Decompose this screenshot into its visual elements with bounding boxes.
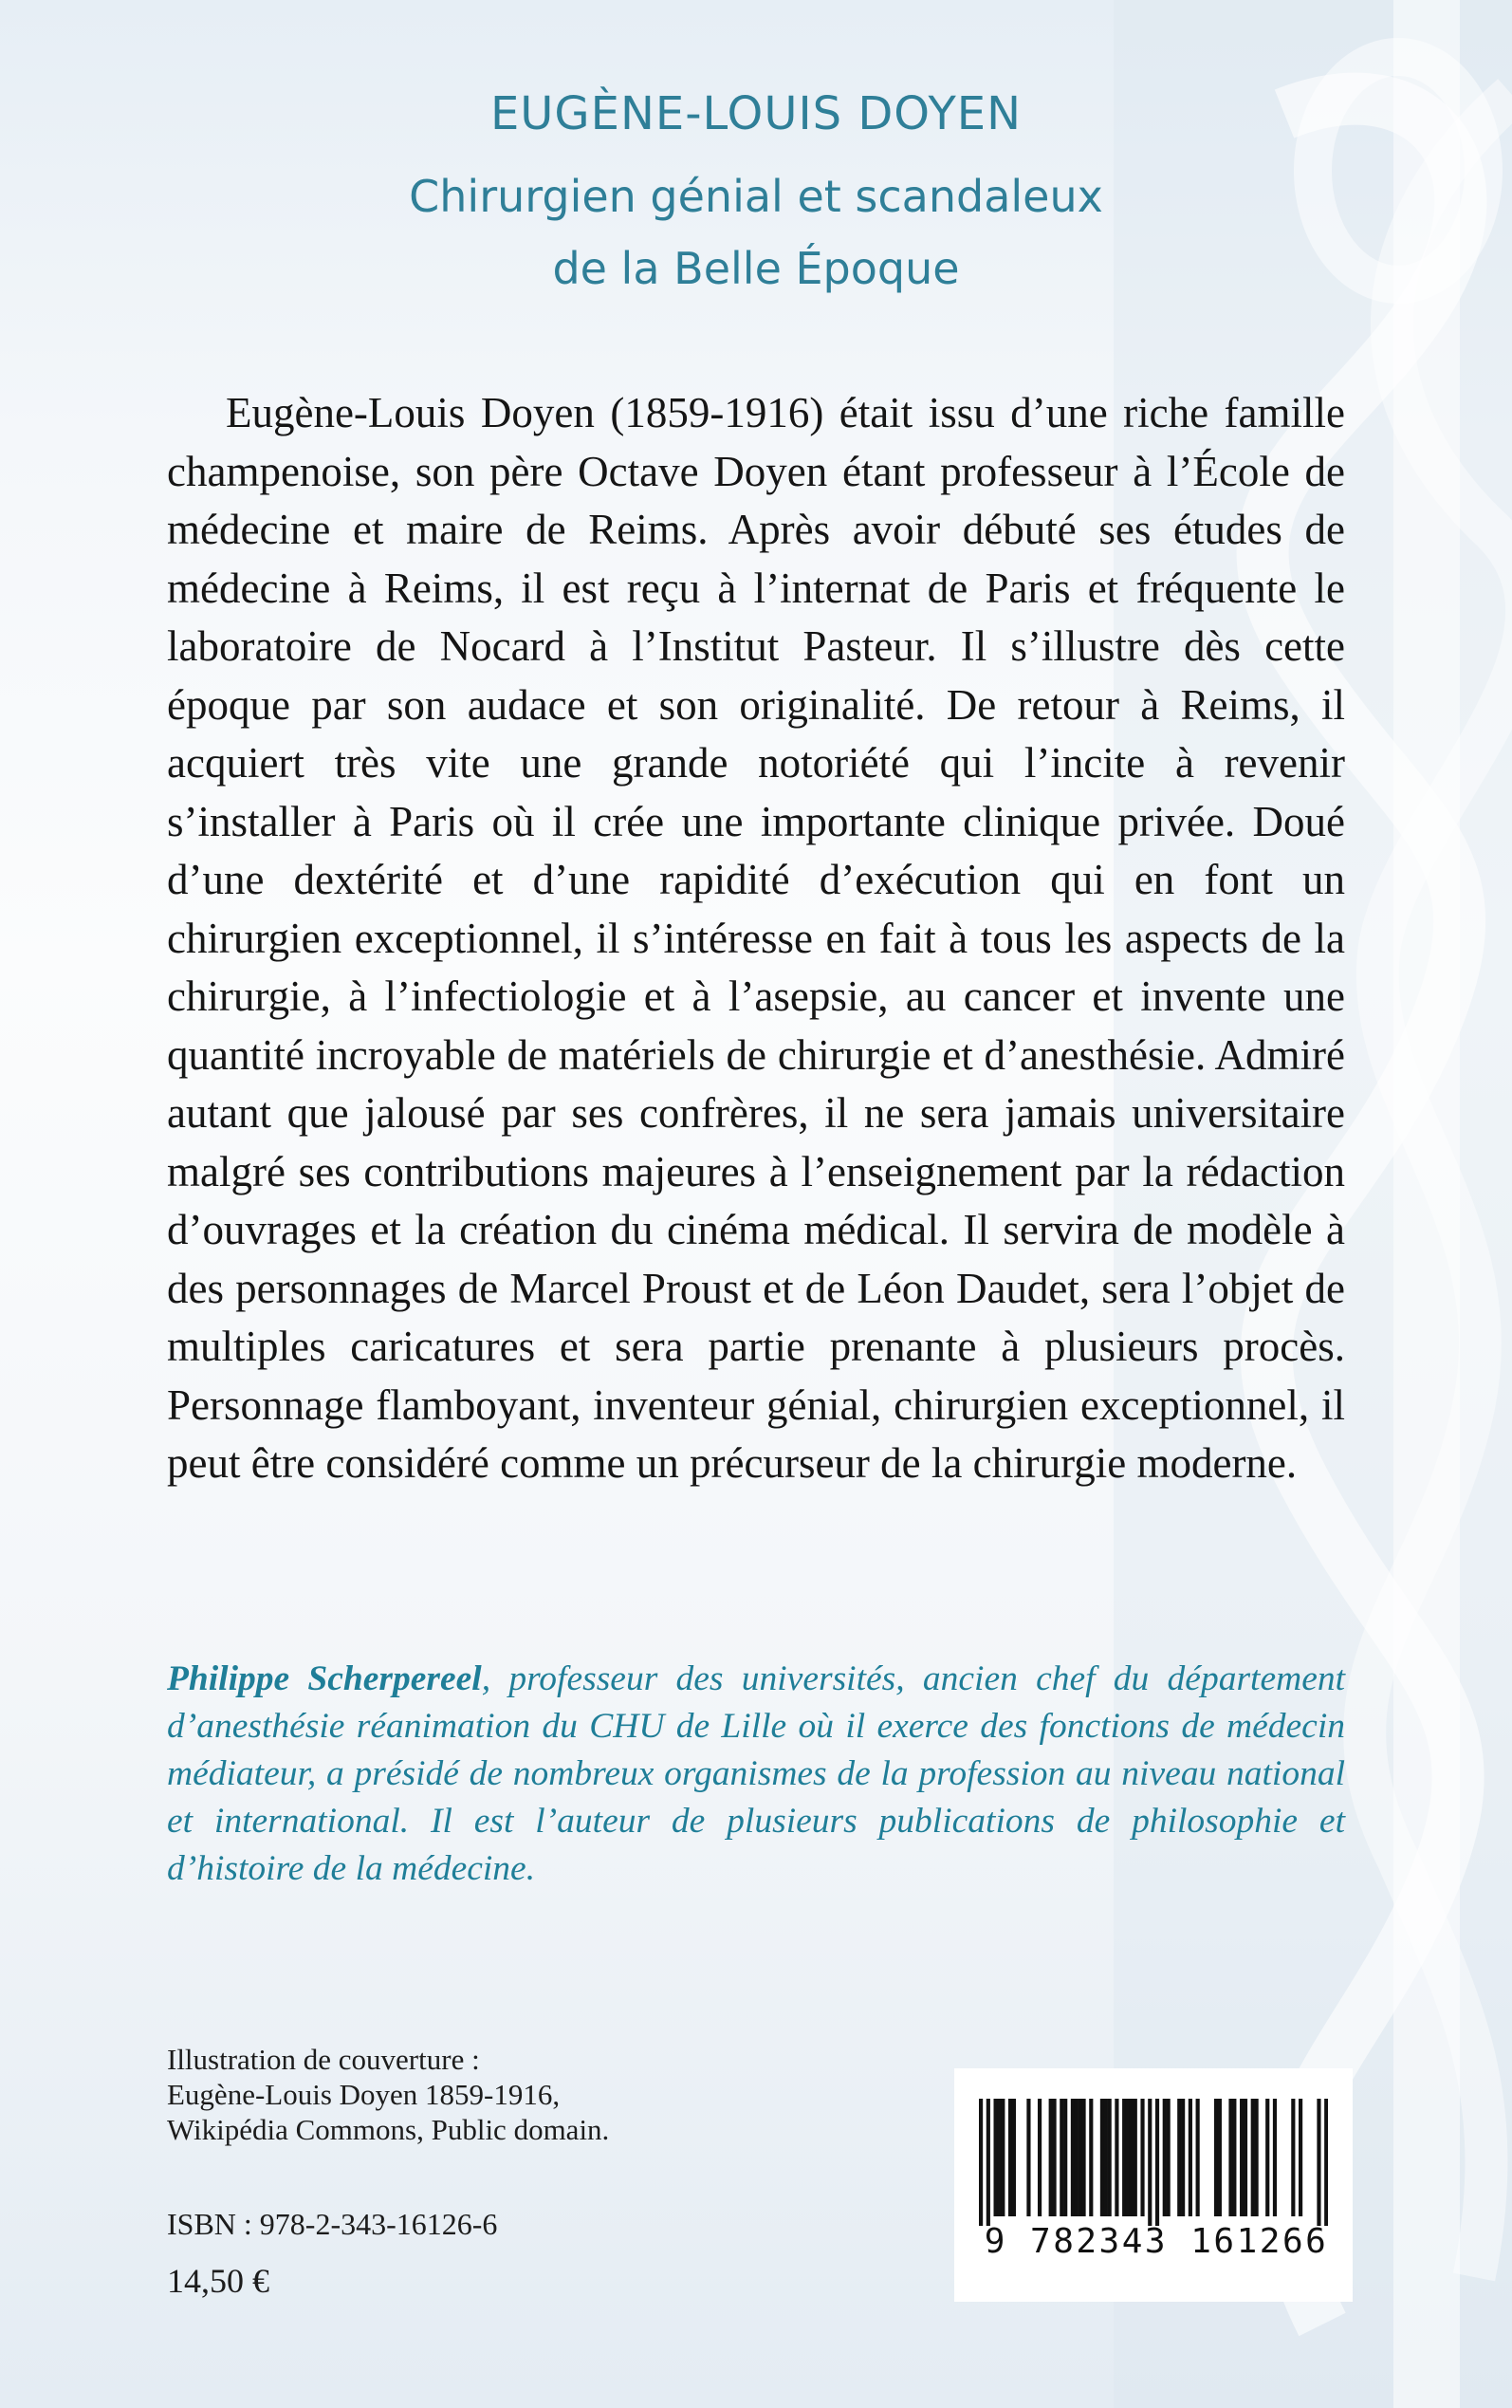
barcode-bar <box>1317 2099 1320 2226</box>
barcode-bar <box>1130 2099 1134 2216</box>
barcode-bar <box>1189 2099 1192 2216</box>
barcode-bar <box>1008 2099 1012 2216</box>
barcode-bar <box>1218 2099 1222 2216</box>
barcode-bar <box>1134 2099 1137 2216</box>
barcode-bar <box>1251 2099 1255 2216</box>
book-title: EUGÈNE-LOUIS DOYEN <box>489 87 1023 140</box>
barcode-bar <box>979 2099 983 2226</box>
barcode-bar <box>1079 2099 1082 2216</box>
barcode-bar <box>1155 2099 1159 2226</box>
barcode-bar <box>1148 2099 1152 2226</box>
barcode-bar <box>1089 2099 1093 2216</box>
subtitle-line-2: de la Belle Époque <box>552 243 960 294</box>
barcode-bar <box>1100 2099 1104 2216</box>
author-bio-text: , professeur des universités, ancien chef du département d’anesthésie réanimation du CHU de Lille où il exerce des fonctions de médecin médiateur, a présidé de nombreux organismes de la profession au niveau national et international. Il est l’auteur de plusieurs publications de philosophie et d’histoire de la médecine. <box>167 1659 1346 1888</box>
barcode-bar <box>1167 2099 1171 2216</box>
barcode-bar <box>1240 2099 1244 2216</box>
price-label: 14,50 € <box>167 2262 269 2300</box>
barcode-bar <box>1060 2099 1063 2216</box>
barcode-bar <box>1026 2099 1030 2216</box>
barcode-bar <box>1255 2099 1259 2216</box>
barcode-bar <box>1063 2099 1067 2216</box>
barcode-bar <box>1214 2099 1218 2216</box>
barcode-bar <box>1075 2099 1079 2216</box>
barcode-bar <box>1244 2099 1247 2216</box>
barcode-bar <box>1001 2099 1005 2216</box>
barcode-bar <box>1104 2099 1108 2216</box>
credits-line-3: Wikipédia Commons, Public domain. <box>167 2113 610 2146</box>
barcode-bar <box>986 2099 990 2226</box>
barcode-bars <box>979 2099 1328 2226</box>
barcode-bar <box>1126 2099 1130 2216</box>
barcode-bar <box>1163 2099 1167 2216</box>
barcode-bar <box>1012 2099 1016 2216</box>
barcode-bar <box>1122 2099 1126 2216</box>
barcode-bar <box>997 2099 1001 2216</box>
barcode-bar <box>1108 2099 1112 2216</box>
barcode-bar <box>1324 2099 1328 2226</box>
author-bio <box>167 1656 1345 1893</box>
barcode <box>954 2068 1353 2302</box>
barcode-bar <box>993 2099 997 2216</box>
barcode-bar <box>1273 2099 1277 2216</box>
isbn-label: ISBN : 978-2-343-16126-6 <box>167 2207 498 2241</box>
barcode-bar <box>1071 2099 1075 2216</box>
book-summary: Eugène-Louis Doyen (1859-1916) était issu d’une riche famille champenoise, son père Octave Doyen étant professeur à l’École de médecine et maire de Reims. Après avoir débuté ses études de médecine à Reims, il est reçu à l’internat de Paris et fréquente le laboratoire de Nocard à l’Institut Pasteur. Il s’illustre dès cette époque par son audace et son originalité. De retour à Reims, il acquiert très vite une grande notoriété qui l’incite à revenir s’installer à Paris où il crée une importante clinique privée. Doué d’une dextérité et d’une rapidité d’exécution qui en font un chirurgien exceptionnel, il s’intéresse en fait à tous les aspects de la chirurgie, à l’infectiologie et à l’asepsie, au cancer et invente une quantité incroyable de matériels de chirurgie et d’anesthésie. Admiré autant que jalousé par ses confrères, il ne sera jamais universitaire malgré ses contributions majeures à l’enseignement par la rédaction d’ouvrages et la création du cinéma médical. Il servira de modèle à des personnages de Marcel Proust et de Léon Daudet, sera l’objet de multiples caricatures et sera partie prenante à plusieurs procès. Personnage flamboyant, inventeur génial, chirurgien exceptionnel, il peut être considéré comme un précurseur de la chirurgie moderne. <box>167 389 1345 1487</box>
barcode-bar <box>1265 2099 1269 2216</box>
barcode-bar <box>1232 2099 1236 2216</box>
barcode-digits: 9 782343 161266 <box>984 2222 1329 2261</box>
barcode-bar <box>1081 2099 1085 2216</box>
credits-line-1: Illustration de couverture : <box>167 2043 480 2076</box>
author-name: Philippe Scherpereel <box>167 1659 482 1698</box>
barcode-bar <box>1049 2099 1053 2216</box>
barcode-bar <box>1196 2099 1200 2216</box>
barcode-bar <box>1052 2099 1056 2216</box>
barcode-bar <box>1299 2099 1302 2216</box>
barcode-bar <box>1291 2099 1295 2216</box>
subtitle-line-1: Chirurgien génial et scandaleux <box>409 171 1103 222</box>
cover-credits <box>167 2042 609 2147</box>
credits-line-2: Eugène-Louis Doyen 1859-1916, <box>167 2078 561 2111</box>
barcode-bar <box>1115 2099 1118 2216</box>
barcode-bar <box>1038 2099 1042 2216</box>
barcode-bar <box>1140 2099 1144 2216</box>
barcode-bar <box>1228 2099 1232 2216</box>
barcode-bar <box>1181 2099 1185 2216</box>
barcode-bar <box>1177 2099 1181 2216</box>
